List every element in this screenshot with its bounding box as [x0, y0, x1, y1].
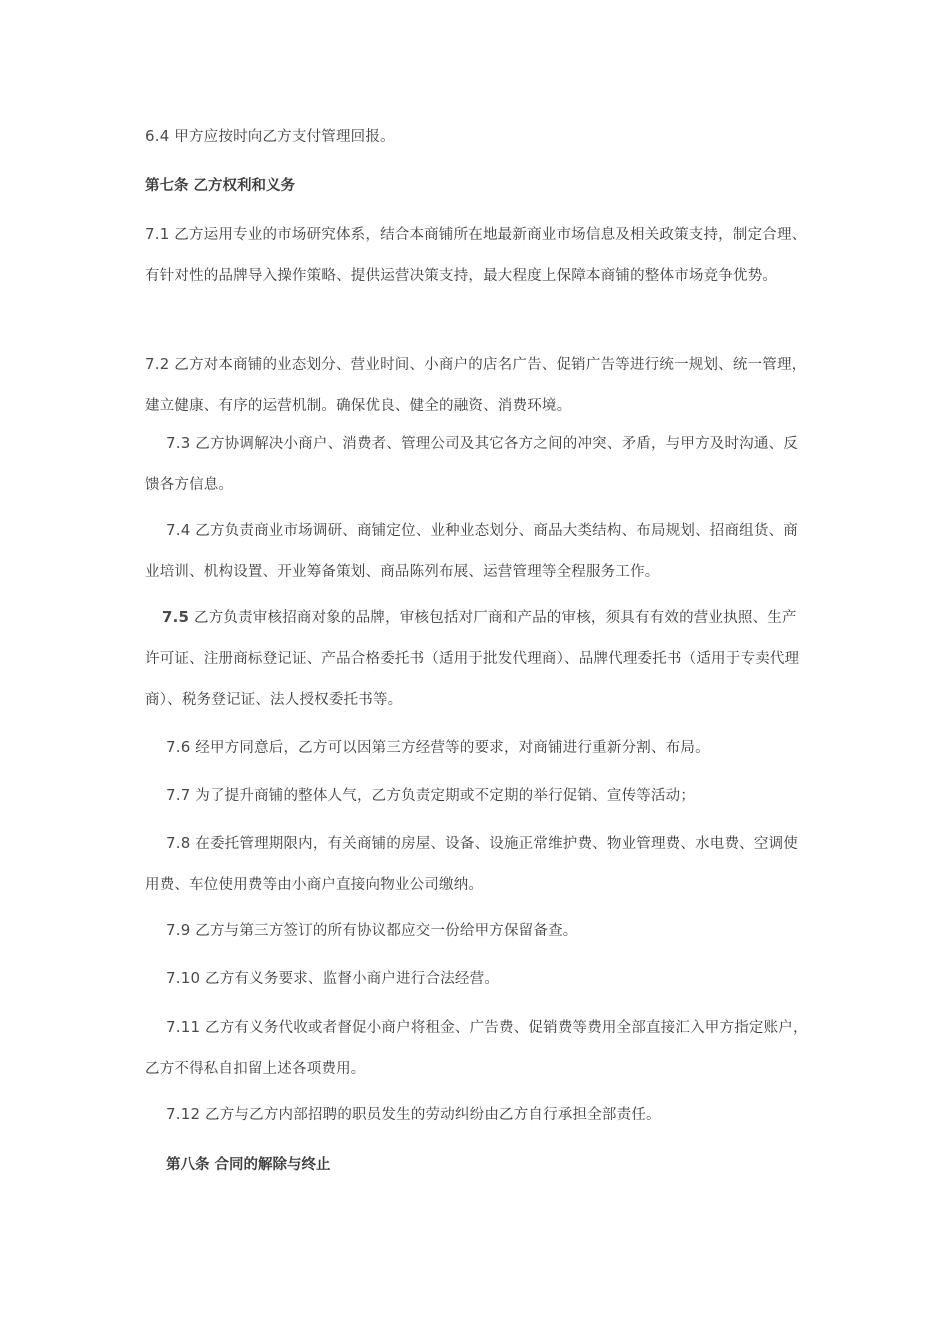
clause-number: 7.2: [145, 355, 170, 373]
clause-text: 乙方运用专业的市场研究体系，结合本商铺所在地最新商业市场信息及相关政策支持，制定合理、有针对性的品牌导入操作策略、提供运营决策支持，最大程度上保障本商铺的整体市场竞争优势。: [145, 227, 807, 284]
clause-number: 7.4: [166, 521, 191, 539]
clause-text: 乙方有义务代收或者督促小商户将租金、广告费、促销费等费用全部直接汇入甲方指定账户，乙方不得私自扣留上述各项费用。: [145, 1020, 808, 1077]
clause-number: 6.4: [145, 127, 170, 145]
clause-7-8: [145, 823, 810, 906]
clause-7-10: [145, 958, 810, 1000]
clause-7-9: [145, 910, 810, 952]
clause-text: 乙方协调解决小商户、消费者、管理公司及其它各方之间的冲突、矛盾，与甲方及时沟通、反馈各方信息。: [145, 436, 798, 493]
clause-text: 甲方应按时向乙方支付管理回报。: [174, 129, 395, 145]
clause-number: 7.12: [166, 1105, 201, 1123]
clause-text: 乙方对本商铺的业态划分、营业时间、小商户的店名广告、促销广告等进行统一规划、统一管理，建立健康、有序的运营机制。确保优良、健全的融资、消费环境。: [145, 357, 807, 414]
clause-number: 7.8: [166, 834, 191, 852]
section-heading-8: 第八条 合同的解除与终止: [166, 1157, 331, 1173]
clause-number: 7.5: [162, 608, 190, 626]
clause-7-12: [145, 1094, 810, 1136]
clause-text: 乙方与第三方签订的所有协议都应交一份给甲方保留备查。: [195, 923, 578, 939]
clause-7-2: [145, 344, 810, 427]
clause-text: 在委托管理期限内，有关商铺的房屋、设备、设施正常维护费、物业管理费、水电费、空调使用费、车位使用费等由小商户直接向物业公司缴纳。: [145, 836, 798, 893]
clause-text: 经甲方同意后，乙方可以因第三方经营等的要求，对商铺进行重新分割、布局。: [195, 740, 710, 756]
clause-7-5: [145, 597, 810, 721]
clause-number: 7.9: [166, 921, 191, 939]
clause-7-1: [145, 214, 810, 297]
clause-6-4: [145, 116, 810, 158]
clause-number: 7.11: [166, 1018, 201, 1036]
clause-7-11: [145, 1007, 810, 1090]
clause-text: 乙方与乙方内部招聘的职员发生的劳动纠纷由乙方自行承担全部责任。: [205, 1107, 661, 1123]
clause-text: 乙方负责商业市场调研、商铺定位、业种业态划分、商品大类结构、布局规划、招商组货、商业培训、机构设置、开业筹备策划、商品陈列布展、运营管理等全程服务工作。: [145, 523, 798, 580]
clause-7-7: [145, 775, 810, 817]
clause-number: 7.7: [166, 786, 191, 804]
clause-7-6: [145, 727, 810, 769]
clause-7-4: [145, 510, 810, 593]
section-heading-7: 第七条 乙方权利和义务: [145, 178, 296, 194]
clause-number: 7.10: [166, 969, 201, 987]
clause-text: 乙方负责审核招商对象的品牌，审核包括对厂商和产品的审核，须具有有效的营业执照、生产许可证、注册商标登记证、产品合格委托书（适用于批发代理商）、品牌代理委托书（适用于专卖代理商）、税务登记证、法人授权委托书等。: [145, 610, 800, 708]
clause-7-3: [145, 423, 810, 506]
clause-number: 7.3: [166, 434, 191, 452]
clause-number: 7.6: [166, 738, 191, 756]
clause-number: 7.1: [145, 225, 170, 243]
clause-text: 乙方有义务要求、监督小商户进行合法经营。: [205, 971, 500, 987]
clause-text: 为了提升商铺的整体人气，乙方负责定期或不定期的举行促销、宣传等活动；: [195, 788, 696, 804]
